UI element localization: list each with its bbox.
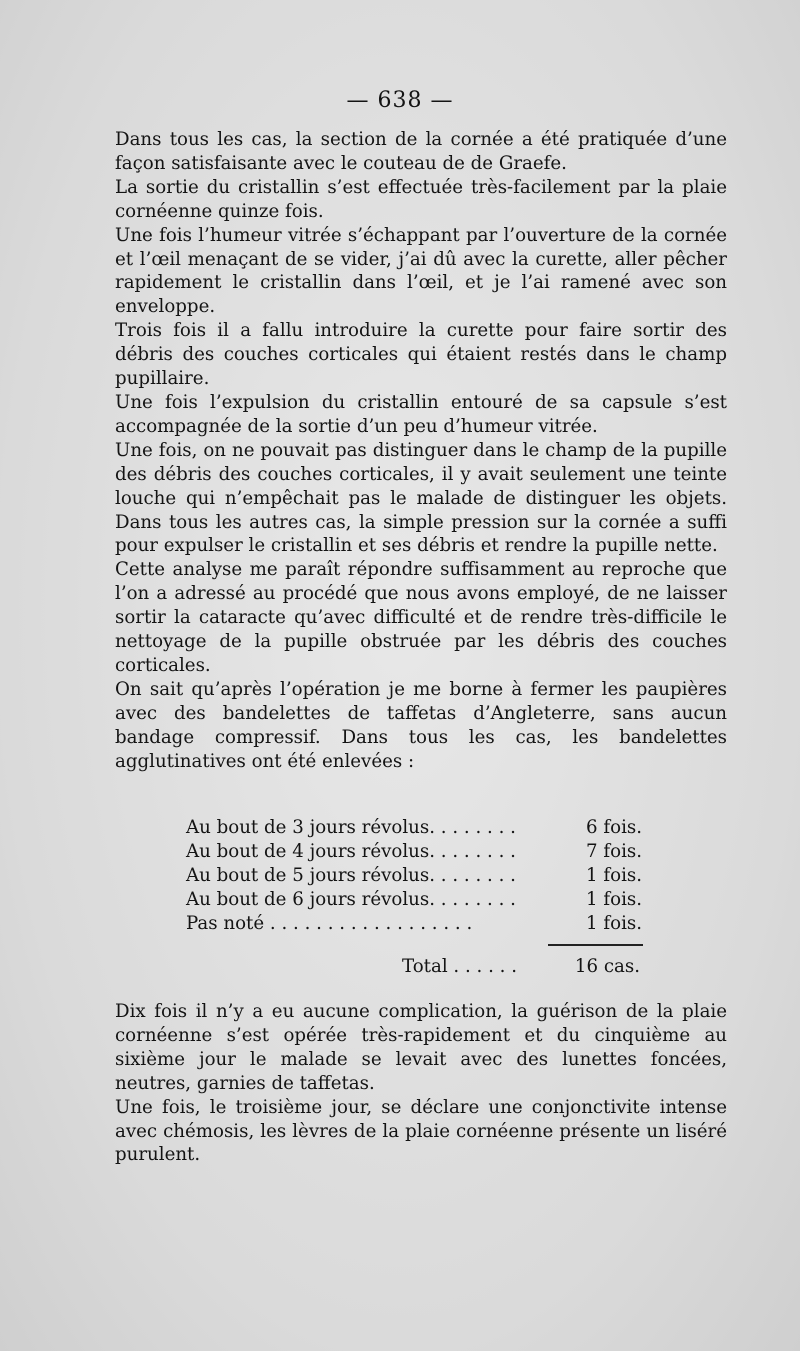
page-number: — 638 — — [346, 88, 454, 113]
paragraph: On sait qu’après l’opération je me borne à fermer les paupières avec des bandelettes de taffetas d’Angleterre, sans aucun bandage compressif. Dans tous les cas, les bandelettes agglutinatives ont été enlevées : — [115, 678, 727, 772]
row-label: Pas noté . . . . . . . . . . . . . . . . . . — [186, 912, 473, 934]
body-text-bottom — [115, 1000, 727, 1167]
paragraph: La sortie du cristallin s’est effectuée très-facilement par la plaie cornéenne quinze fois. — [115, 176, 727, 222]
paragraph: Dix fois il n’y a eu aucune complication, la guérison de la plaie cornéenne s’est opérée très-rapidement et du cinquième au sixième jour le malade se levait avec des lunettes foncées, neutres, garnies de taffetas. — [115, 1001, 727, 1094]
total-value: 16 cas. — [574, 956, 640, 977]
row-label: Au bout de 4 jours révolus. . . . . . . . — [186, 840, 516, 862]
row-value: 1 fois. — [586, 888, 642, 910]
row-value: 7 fois. — [586, 840, 642, 862]
row-value: 1 fois. — [586, 864, 642, 886]
paragraph: Dans tous les cas, la section de la cornée a été pratiquée d’une façon satisfaisante avec le couteau de de Graefe. — [115, 129, 727, 174]
row-value: 1 fois. — [586, 912, 642, 934]
paragraph: Une fois l’expulsion du cristallin entouré de sa capsule s’est accompagnée de la sortie d’un peu d’humeur vitrée. — [115, 391, 727, 437]
paragraph: Trois fois il a fallu introduire la curette pour faire sortir des débris des couches corticales qui étaient restés dans le champ pupillaire. — [115, 320, 727, 390]
row-label: Au bout de 5 jours révolus. . . . . . . . — [186, 864, 516, 886]
paragraph: Cette analyse me paraît répondre suffisamment au reproche que l’on a adressé au procédé que nous avons employé, de ne laisser sortir la cataracte qu’avec difficulté et de rendre très-difficile le nettoyage de la pupille obstruée par les débris des couches corticales. — [115, 559, 727, 676]
results-table — [186, 816, 642, 935]
table-row — [186, 864, 642, 888]
total-rule — [548, 944, 643, 946]
total-row — [402, 956, 640, 977]
paragraph: Une fois, le troisième jour, se déclare une conjonctivite intense avec chémosis, les lèvres de la plaie cornéenne présente un liséré purulent. — [115, 1096, 727, 1166]
paragraph: Une fois, on ne pouvait pas distinguer dans le champ de la pupille des débris des couches corticales, il y avait seulement une teinte louche qui n’empêchait pas le malade de distinguer les objets. Dans tous les autres cas, la simple pression sur la cornée a suffi pour expulser le cristallin et ses débris et rendre la pupille nette. — [115, 439, 727, 557]
paragraph: Une fois l’humeur vitrée s’échappant par l’ouverture de la cornée et l’œil menaçant de se vider, j’ai dû avec la curette, aller pêcher rapidement le cristallin dans l’œil, et je l’ai ramené avec son enveloppe. — [115, 224, 727, 318]
table-row — [186, 912, 642, 936]
table-row — [186, 888, 642, 912]
table-row — [186, 816, 642, 840]
body-text-top — [115, 128, 727, 773]
row-label: Au bout de 3 jours révolus. . . . . . . . — [186, 817, 516, 838]
table-row — [186, 840, 642, 864]
row-value: 6 fois. — [586, 817, 642, 838]
total-label: Total . . . . . . — [402, 956, 518, 977]
row-label: Au bout de 6 jours révolus. . . . . . . . — [186, 888, 516, 910]
